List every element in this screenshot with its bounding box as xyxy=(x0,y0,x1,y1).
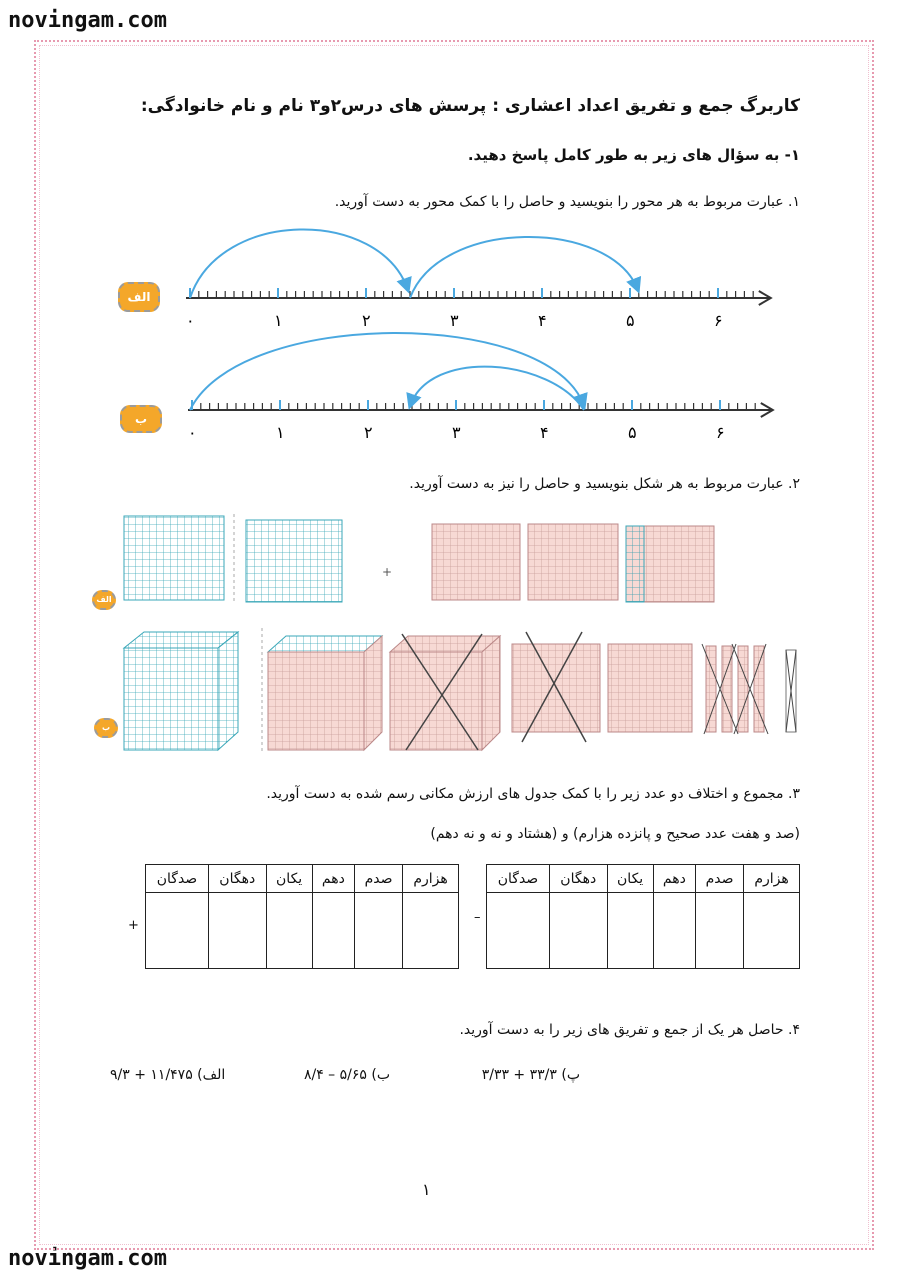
number-lines xyxy=(110,228,790,468)
number-line-a xyxy=(186,288,771,305)
worksheet-title: کاربرگ جمع و تفریق اعداد اعشاری : پرسش های درس۲و۳ نام و نام خانوادگی: xyxy=(140,96,800,116)
number-line-b xyxy=(188,400,773,417)
cell-hundredths[interactable] xyxy=(355,893,403,969)
expression-b: ب) ۵/۶۵ – ۸/۴ xyxy=(303,1067,390,1083)
plus-sign-q3: + xyxy=(128,918,139,933)
tick-label: ۰ xyxy=(188,423,197,442)
cell-thousandths[interactable] xyxy=(744,893,800,969)
flat-pink-1 xyxy=(432,524,520,600)
badge-a-icon-2: الف xyxy=(92,590,116,610)
cell-tens[interactable] xyxy=(208,893,266,969)
badge-b-icon: ب xyxy=(120,405,162,433)
tick-label: ۵ xyxy=(628,423,637,442)
base-ten-blocks xyxy=(86,510,806,760)
tick-label: ۱ xyxy=(276,423,285,442)
cell-thousandths[interactable] xyxy=(403,893,459,969)
section-heading: ۱- به سؤال های زیر به طور کامل پاسخ دهید. xyxy=(467,146,800,164)
place-value-table-sum xyxy=(145,864,459,969)
flat-pink-2 xyxy=(528,524,618,600)
question-1-text: ۱. عبارت مربوط به هر محور را بنویسید و حاصل را با کمک محور به دست آورید. xyxy=(334,194,800,210)
badge-b-icon-2: ب xyxy=(94,718,118,738)
question-4-text: ۴. حاصل هر یک از جمع و تفریق های زیر را به دست آورید. xyxy=(459,1022,800,1038)
column-header: یکان xyxy=(607,865,653,893)
column-header: دهگان xyxy=(208,865,266,893)
tick-label: ۰ xyxy=(186,311,195,330)
column-header: دهگان xyxy=(549,865,607,893)
units-crossed xyxy=(786,650,796,732)
tick-label: ۲ xyxy=(362,311,371,330)
rods-crossed xyxy=(702,644,768,734)
column-header: هزارم xyxy=(403,865,459,893)
tick-label: ۴ xyxy=(540,423,549,442)
cell-tens[interactable] xyxy=(549,893,607,969)
column-header: یکان xyxy=(266,865,312,893)
expression-c: پ) ۳۳/۳ + ۳/۳۳ xyxy=(481,1067,580,1083)
question-2-text: ۲. عبارت مربوط به هر شکل بنویسید و حاصل را نیز به دست آورید. xyxy=(409,476,800,492)
column-header: صدم xyxy=(355,865,403,893)
flat-pink-4 xyxy=(608,644,692,732)
tick-label: ۲ xyxy=(364,423,373,442)
column-header: دهم xyxy=(312,865,354,893)
watermark-top: novingam.com xyxy=(8,8,167,33)
tick-label: ۱ xyxy=(274,311,283,330)
flat-blue-1 xyxy=(124,516,224,600)
place-value-table-difference xyxy=(486,864,800,969)
jump-arrow-a1 xyxy=(190,229,408,298)
expression-a: الف) ۱۱/۴۷۵ + ۹/۳ xyxy=(110,1067,226,1083)
tick-label: ۴ xyxy=(538,311,547,330)
flat-blue-2 xyxy=(246,520,342,602)
column-header: صدگان xyxy=(487,865,550,893)
cell-ones[interactable] xyxy=(607,893,653,969)
cell-hundreds[interactable] xyxy=(487,893,550,969)
cell-ones[interactable] xyxy=(266,893,312,969)
column-header: صدگان xyxy=(146,865,209,893)
page-number: ۱ xyxy=(422,1180,431,1199)
cell-hundredths[interactable] xyxy=(696,893,744,969)
tick-label: ۶ xyxy=(716,423,725,442)
badge-a-icon: الف xyxy=(118,282,160,312)
column-header: هزارم xyxy=(744,865,800,893)
plus-sign: + xyxy=(382,565,393,579)
tick-label: ۳ xyxy=(450,311,459,330)
tick-label: ۳ xyxy=(452,423,461,442)
column-header: دهم xyxy=(653,865,695,893)
watermark-bottom: novingam.com xyxy=(8,1246,167,1271)
minus-sign: – xyxy=(474,910,481,925)
tick-label: ۵ xyxy=(626,311,635,330)
question-3-numbers: (صد و هفت عدد صحیح و پانزده هزارم) و (هشتاد و نه و نه دهم) xyxy=(430,826,800,842)
jump-arrow-a2 xyxy=(410,237,638,298)
cube-pink-1 xyxy=(268,652,364,750)
cube-blue xyxy=(124,648,218,750)
question-3-text: ۳. مجموع و اختلاف دو عدد زیر را با کمک جدول های ارزش مکانی رسم شده به دست آورید. xyxy=(266,786,800,802)
cell-tenths[interactable] xyxy=(312,893,354,969)
cell-tenths[interactable] xyxy=(653,893,695,969)
tick-label: ۶ xyxy=(714,311,723,330)
cell-hundreds[interactable] xyxy=(146,893,209,969)
column-header: صدم xyxy=(696,865,744,893)
